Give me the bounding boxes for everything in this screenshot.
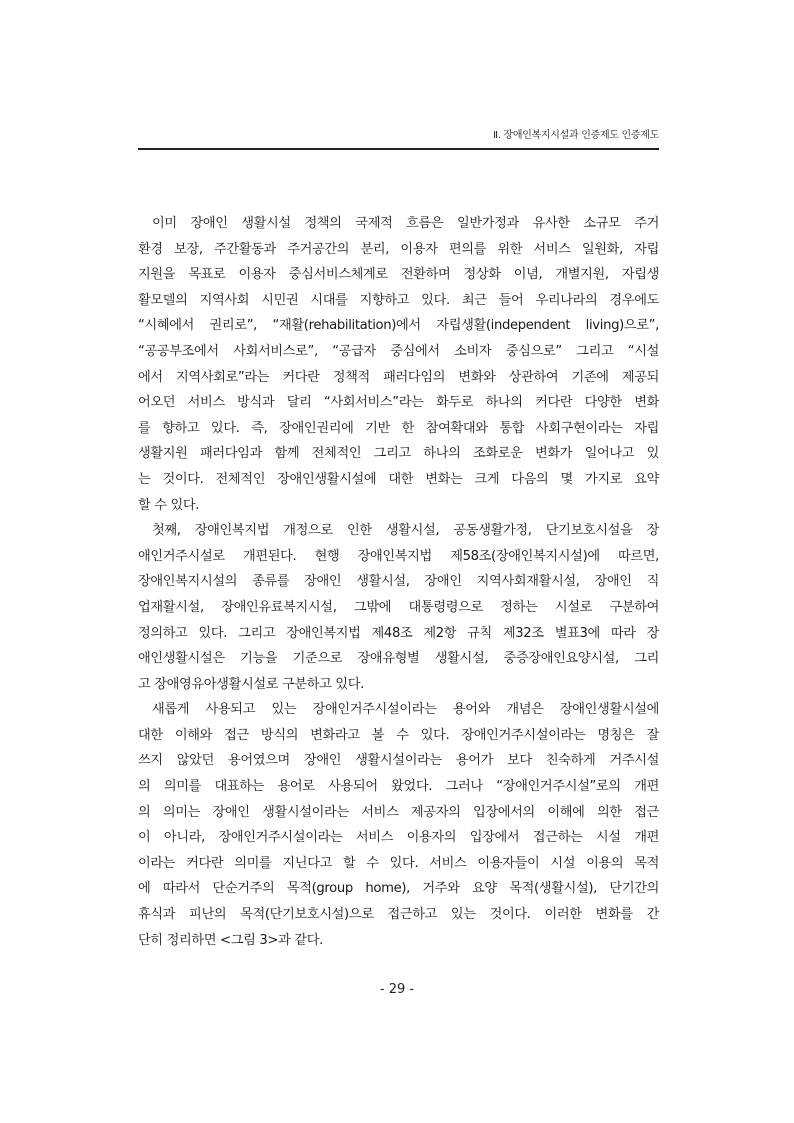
paragraph-1-line-1: 이미 장애인 생활시설 정책의 국제적 흐름은 일반가정과 유사한 소규모 주거 xyxy=(152,216,659,231)
page-number: - 29 - xyxy=(379,982,415,997)
paragraph-1-line-10: 생활지원 패러다임과 함께 전체적인 그리고 하나의 조화로운 변화가 일어나고 있 xyxy=(138,446,659,462)
paragraph-1-line-12: 할 수 있다. xyxy=(138,497,200,513)
body-text xyxy=(138,211,659,953)
paragraph-1-line-7: 에서 지역사회로”라는 커다란 정책적 패러다임의 변화와 상관하여 기존에 제공되 xyxy=(138,369,659,385)
paragraph-2-line-5: 정의하고 있다. 그리고 장애인복지법 제48조 제2항 규칙 제32조 별표3에 따라 장 xyxy=(138,625,659,641)
paragraph-3-line-4: 의 의미를 대표하는 용어로 사용되어 왔었다. 그러나 “장애인거주시설”로의 개편 xyxy=(138,779,659,795)
header-title: Ⅱ. 장애인복지시설과 인증제도 인증제도 xyxy=(493,130,659,141)
paragraph-3-line-10: 단히 정리하면 <그림 3>과 같다. xyxy=(138,932,323,948)
paragraph-3-line-8: 에 따라서 단순거주의 목적(group home), 거주와 요양 목적(생활시설), 단기간의 xyxy=(138,881,659,897)
running-header xyxy=(138,120,659,150)
paragraph-2-line-2: 애인거주시설로 개편된다. 현행 장애인복지법 제58조(장애인복지시설)에 따르면, xyxy=(138,548,659,564)
paragraph-2-line-7: 고 장애영유아생활시설로 구분하고 있다. xyxy=(138,676,364,692)
paragraph-3-line-6: 이 아니라, 장애인거주시설이라는 서비스 이용자의 입장에서 접근하는 시설 개편 xyxy=(138,830,659,846)
paragraph-1-line-5: “시혜에서 권리로”, “재활(rehabilitation)에서 자립생활(independent living)으로”, xyxy=(138,318,659,334)
paragraph-1-line-9: 를 향하고 있다. 즉, 장애인권리에 기반 한 참여확대와 통합 사회구현이라는 자립 xyxy=(138,420,659,436)
paragraph-1-line-3: 지원을 목표로 이용자 중심서비스체계로 전환하며 정상화 이념, 개별지원, 자립생 xyxy=(138,267,659,283)
paragraph-3-line-9: 휴식과 피난의 목적(단기보호시설)으로 접근하고 있는 것이다. 이러한 변화를 간 xyxy=(138,907,659,923)
paragraph-1-line-8: 어오던 서비스 방식과 달리 “사회서비스”라는 화두로 하나의 커다란 다양한 변화 xyxy=(138,395,659,411)
paragraph-2-line-3: 장애인복지시설의 종류를 장애인 생활시설, 장애인 지역사회재활시설, 장애인 직 xyxy=(138,574,659,590)
paragraph-1-line-4: 활모델의 지역사회 시민권 시대를 지향하고 있다. 최근 들어 우리나라의 경우에도 xyxy=(138,292,659,308)
paragraph-3-line-7: 이라는 커다란 의미를 지닌다고 할 수 있다. 서비스 이용자들이 시설 이용의 목적 xyxy=(138,855,659,871)
paragraph-3-line-2: 대한 이해와 접근 방식의 변화라고 볼 수 있다. 장애인거주시설이라는 명칭은 잘 xyxy=(138,727,659,743)
paragraph-2-line-6: 애인생활시설은 기능을 기준으로 장애유형별 생활시설, 중증장애인요양시설, 그리 xyxy=(138,651,659,667)
paragraph-2-line-4: 업재활시설, 장애인유료복지시설, 그밖에 대통령령으로 정하는 시설로 구분하여 xyxy=(138,599,659,615)
paragraph-3-line-3: 쓰지 않았던 용어였으며 장애인 생활시설이라는 용어가 보다 친숙하게 거주시설 xyxy=(138,753,659,769)
paragraph-1-line-11: 는 것이다. 전체적인 장애인생활시설에 대한 변화는 크게 다음의 몇 가지로 요약 xyxy=(138,471,659,487)
paragraph-1-line-2: 환경 보장, 주간활동과 주거공간의 분리, 이용자 편의를 위한 서비스 일원화, 자립 xyxy=(138,241,659,257)
paragraph-3-line-1: 새롭게 사용되고 있는 장애인거주시설이라는 용어와 개념은 장애인생활시설에 xyxy=(152,702,659,718)
paragraph-1-line-6: “공공부조에서 사회서비스로”, “공급자 중심에서 소비자 중심으로” 그리고 “시설 xyxy=(138,343,659,359)
paragraph-3-line-5: 의 의미는 장애인 생활시설이라는 서비스 제공자의 입장에서의 이해에 의한 접근 xyxy=(138,804,659,820)
paragraph-2-line-1: 첫째, 장애인복지법 개정으로 인한 생활시설, 공동생활가정, 단기보호시설을 장 xyxy=(152,523,659,539)
